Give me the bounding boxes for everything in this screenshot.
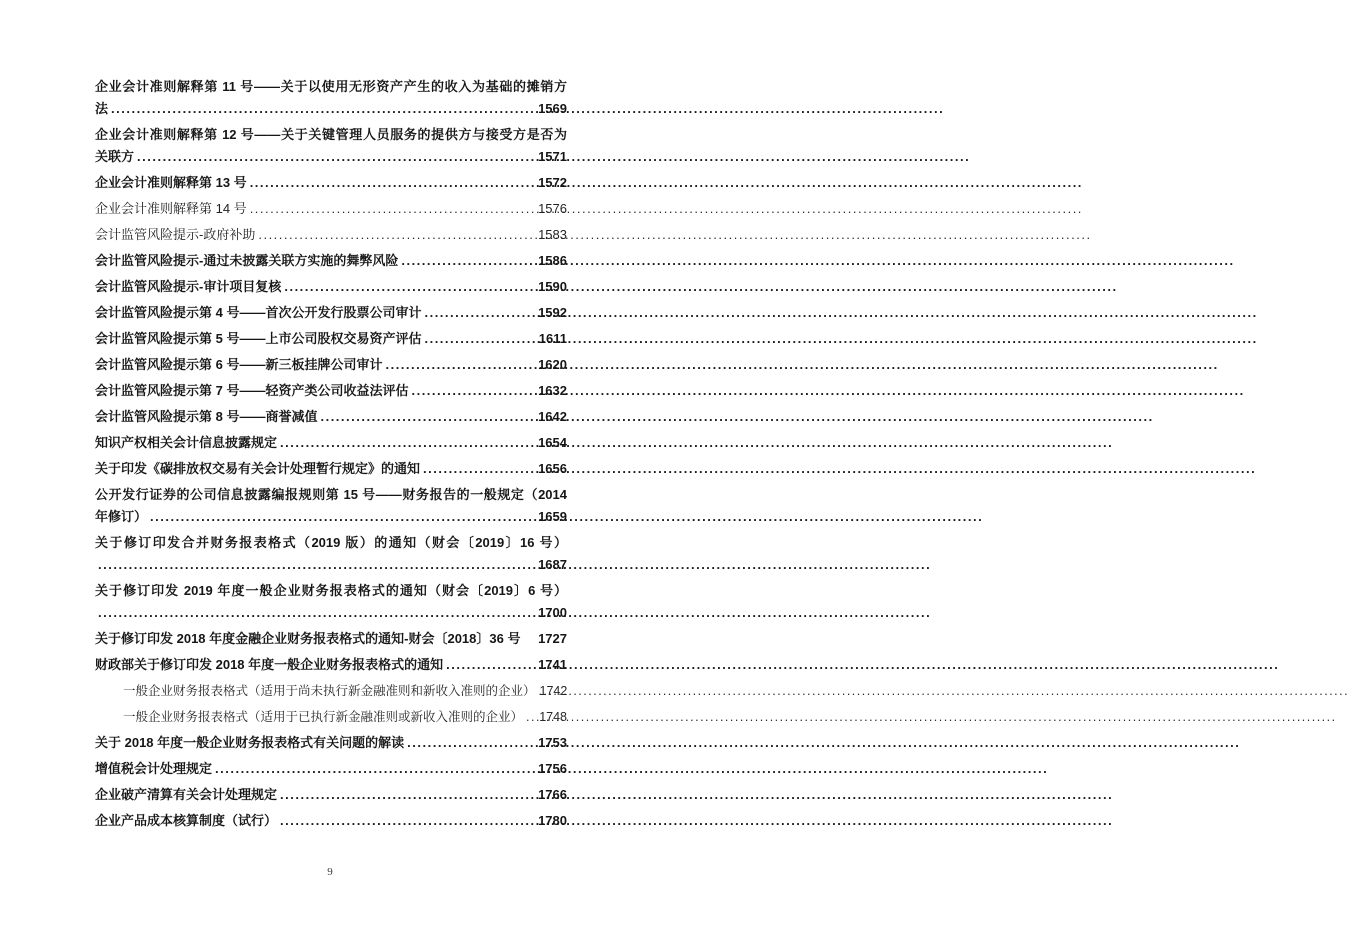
toc-entry-title: 关于 2018 年度一般企业财务报表格式有关问题的解读	[95, 735, 405, 750]
toc-page-number: 1642	[538, 409, 567, 424]
toc-entry-title: 会计监管风险提示-通过未披露关联方实施的舞弊风险	[95, 253, 399, 268]
toc-entry-title: 法	[95, 101, 109, 116]
toc-entry	[95, 406, 567, 428]
toc-page-number: 1741	[538, 657, 567, 672]
toc-entry-end-line	[95, 146, 567, 168]
toc-entry	[95, 328, 567, 350]
toc-entry-text-line: 企业会计准则解释第 11 号——关于以使用无形资产产生的收入为基础的摊销方	[95, 79, 567, 94]
toc-entry-end-line	[95, 354, 567, 376]
toc-entry-end-line	[95, 628, 567, 650]
document-page	[0, 0, 660, 934]
dot-leader	[385, 354, 537, 376]
toc-entry	[95, 198, 567, 220]
toc-entry-end-line	[95, 654, 567, 676]
dot-leader	[407, 732, 537, 754]
toc-page-number: 1620	[538, 357, 567, 372]
dot-leader	[423, 458, 537, 480]
toc-entry-title: 会计监管风险提示第 6 号——新三板挂牌公司审计	[95, 357, 383, 372]
toc-page-number: 1727	[538, 631, 567, 646]
toc-entry-end-line	[123, 706, 567, 728]
toc-entry-end-line	[95, 302, 567, 324]
toc-page-number: 1583	[538, 227, 567, 242]
toc-entry-title: 会计监管风险提示-审计项目复核	[95, 279, 282, 294]
toc-page-number: 1586	[538, 253, 567, 268]
toc-entry-end-line	[95, 458, 567, 480]
toc-page-number: 1687	[538, 557, 567, 572]
toc-entry-end-line	[95, 380, 567, 402]
toc-entry-title: 会计监管风险提示第 4 号——首次公开发行股票公司审计	[95, 305, 422, 320]
toc-entry-title: 会计监管风险提示第 7 号——轻资产类公司收益法评估	[95, 383, 409, 398]
toc-page-number: 1780	[538, 813, 567, 828]
toc-entry-title: 一般企业财务报表格式（适用于已执行新金融准则或新收入准则的企业）	[123, 710, 524, 724]
toc-page-number: 1742	[539, 684, 568, 698]
toc-entry-end-line	[95, 784, 567, 806]
toc-page-number: 1654	[538, 435, 567, 450]
dot-leader	[284, 276, 537, 298]
dot-leader	[280, 432, 537, 454]
toc-page-number: 1766	[538, 787, 567, 802]
dot-leader	[98, 602, 537, 624]
toc-entry	[95, 276, 567, 298]
toc-page-number: 1576	[538, 201, 567, 216]
toc-entry-title: 关于修订印发 2018 年度金融企业财务报表格式的通知-财会〔2018〕36 号	[95, 631, 521, 646]
toc-entry-text-line: 关于修订印发 2019 年度一般企业财务报表格式的通知（财会〔2019〕6 号）	[95, 583, 567, 598]
toc-entry-text-line: 关于修订印发合并财务报表格式（2019 版）的通知（财会〔2019〕16 号）	[95, 535, 567, 550]
toc-entry-end-line	[95, 602, 567, 624]
toc-entry	[95, 758, 567, 780]
toc-page-number: 1748	[539, 710, 567, 724]
dot-leader	[98, 554, 537, 576]
toc-entry-end-line	[95, 276, 567, 298]
toc-page-number: 1659	[538, 509, 567, 524]
toc-entry	[95, 172, 567, 194]
toc-entry-end-line	[95, 758, 567, 780]
toc-entry-text-line: 企业会计准则解释第 12 号——关于关键管理人员服务的提供方与接受方是否为	[95, 127, 567, 142]
dot-leader	[111, 98, 537, 120]
toc-entry	[95, 784, 567, 806]
toc-entry-end-line	[95, 432, 567, 454]
toc-entry-title: 企业会计准则解释第 14 号	[95, 201, 247, 216]
toc-entry-title: 企业破产清算有关会计处理规定	[95, 787, 278, 802]
toc-entry-end-line	[95, 810, 567, 832]
toc-entry-title: 增值税会计处理规定	[95, 761, 213, 776]
toc-entry	[95, 250, 567, 272]
dot-leader	[446, 654, 537, 676]
toc-entry	[95, 124, 567, 168]
toc-entry-end-line	[95, 328, 567, 350]
toc-entry	[95, 302, 567, 324]
footer-page-number: 9	[327, 866, 333, 878]
toc-entry-end-line	[95, 198, 567, 220]
dot-leader	[258, 224, 537, 246]
toc-entry-text-line: 公开发行证券的公司信息披露编报规则第 15 号——财务报告的一般规定（2014	[95, 487, 567, 502]
toc-entry	[95, 628, 567, 650]
toc-entry	[95, 706, 567, 728]
dot-leader	[137, 146, 537, 168]
toc-page-number: 1590	[538, 279, 567, 294]
dot-leader	[320, 406, 537, 428]
toc-entry	[95, 484, 567, 528]
toc-entry-end-line	[95, 554, 567, 576]
toc-entry-title: 会计监管风险提示第 5 号——上市公司股权交易资产评估	[95, 331, 422, 346]
toc-entry-title: 知识产权相关会计信息披露规定	[95, 435, 278, 450]
dot-leader	[250, 198, 537, 220]
toc-page-number: 1632	[538, 383, 567, 398]
toc-entry-title: 年修订）	[95, 509, 148, 524]
dot-leader	[250, 172, 537, 194]
toc-page-number: 1656	[538, 461, 567, 476]
toc-entry	[95, 532, 567, 576]
toc-entry	[95, 680, 567, 702]
toc-page-number: 1753	[538, 735, 567, 750]
dot-leader	[424, 302, 537, 324]
toc-entry-title: 会计监管风险提示第 8 号——商誉减值	[95, 409, 318, 424]
toc-entry	[95, 76, 567, 120]
toc-page-number: 1756	[538, 761, 567, 776]
toc-entry-end-line	[95, 172, 567, 194]
dot-leader	[401, 250, 537, 272]
toc-entry	[95, 432, 567, 454]
toc-page-number: 1592	[538, 305, 567, 320]
toc-page-number: 1569	[538, 101, 567, 116]
toc-entry	[95, 354, 567, 376]
toc-page-number: 1700	[538, 605, 567, 620]
toc-entry-title: 关联方	[95, 149, 135, 164]
toc-entry-title: 会计监管风险提示-政府补助	[95, 227, 256, 242]
toc-entry-end-line	[95, 250, 567, 272]
toc-entry-title: 企业会计准则解释第 13 号	[95, 175, 247, 190]
toc-entry-title: 一般企业财务报表格式（适用于尚未执行新金融准则和新收入准则的企业）	[123, 684, 536, 698]
toc-page-number: 1572	[538, 175, 567, 190]
toc-entry-end-line	[95, 98, 567, 120]
dot-leader	[280, 784, 537, 806]
toc-entry	[95, 224, 567, 246]
dot-leader	[424, 328, 537, 350]
dot-leader	[411, 380, 537, 402]
dot-leader	[215, 758, 537, 780]
toc-entry-end-line	[95, 406, 567, 428]
toc-entry-title: 财政部关于修订印发 2018 年度一般企业财务报表格式的通知	[95, 657, 444, 672]
toc-entry-title: 关于印发《碳排放权交易有关会计处理暂行规定》的通知	[95, 461, 421, 476]
toc-entry-end-line	[95, 732, 567, 754]
toc-entry-end-line	[95, 224, 567, 246]
toc-entry	[95, 810, 567, 832]
dot-leader	[526, 706, 538, 728]
toc-entry-end-line	[123, 680, 567, 702]
toc-entry	[95, 380, 567, 402]
toc-entry-title: 企业产品成本核算制度（试行）	[95, 813, 278, 828]
toc-entry	[95, 654, 567, 676]
dot-leader	[280, 810, 537, 832]
toc-entry	[95, 580, 567, 624]
toc-page-number: 1611	[538, 331, 567, 346]
toc-list	[95, 76, 567, 836]
toc-entry	[95, 458, 567, 480]
toc-page-number: 1571	[538, 149, 567, 164]
dot-leader	[150, 506, 537, 528]
toc-entry-end-line	[95, 506, 567, 528]
toc-entry	[95, 732, 567, 754]
